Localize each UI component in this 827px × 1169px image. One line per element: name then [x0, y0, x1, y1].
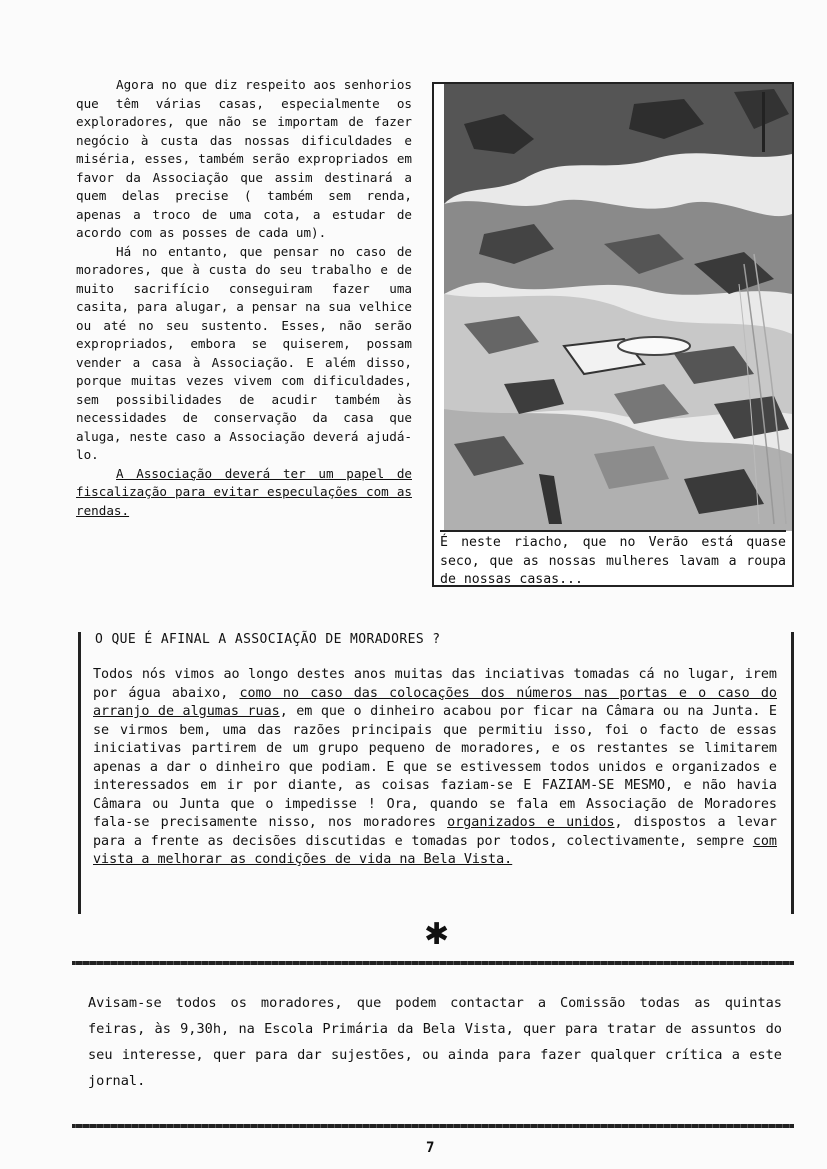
stream-photo: [444, 84, 792, 531]
horizontal-rule: [72, 961, 794, 965]
photo-caption: É neste riacho, que no Verão está quase seco, que as nossas mulheres lavam a roupa de nossas casas...: [440, 530, 786, 590]
article-text-underlined: organizados e unidos: [447, 815, 615, 830]
left-column-text: [76, 76, 412, 520]
article-text: , dispostos a levar para a frente as decisões discutidas e tomadas por todos, colectivamente, sempre: [93, 815, 777, 849]
notice-text: Avisam-se todos os moradores, que podem contactar a Comissão todas as quintas feiras, às 9,30h, na Escola Primária da Bela Vista, quer para tratar de assuntos do seu interesse, quer para dar sujestões, ou ainda para fazer qualquer crítica a este jornal.: [88, 995, 782, 1089]
article-text: , em que o dinheiro acabou por ficar na Câmara ou na Junta. E se virmos bem, uma das razões principais que permitiu isso, foi o facto de essas iniciativas partirem de um grupo pequeno de moradores, e os restantes se limitarem apenas a dar o dinheiro que podiam. E que se estivessem todos unidos e organizados e interessados em ir por diante, as coisas faziam-se E FAZIAM-SE MESMO, e não havia Câmara ou Junta que o impedisse ! Ora, quando se fala em Associação de Moradores fala-se precisamente nisso, nos moradores: [93, 704, 777, 830]
paragraph-senhorios: Agora no que diz respeito aos senhorios que têm várias casas, especialmente os exploradores, que não se importam de fazer negócio à custa das nossas dificuldades e miséria, esses, também serão expropriados em favor da Associação que assim destinará a quem delas precise ( também sem renda, apenas a troco de uma cota, a estudar de acordo com as posses de cada um).: [76, 77, 412, 240]
asterisk-divider-icon: ✱: [424, 917, 450, 952]
photo-frame: [432, 82, 794, 587]
page-number: 7: [426, 1140, 435, 1156]
article-body: [93, 666, 777, 870]
paragraph-moradores: Há no entanto, que pensar no caso de moradores, que à custa do seu trabalho e de muito sacrifício conseguiram fazer uma casita, para alugar, a pensar na sua velhice ou até no seu sustento. Esses, não serão expropriados, embora se quiserem, possam vender a casa à Associação. E além disso, porque muitas vezes vivem com dificuldades, sem possibilidades de acudir também às necessidades de conservação da casa que aluga, neste caso a Associação deverá ajudá-lo.: [76, 243, 412, 462]
article-box: [78, 632, 794, 914]
article-text-underlined: com vista a melhorar as condições de vida na Bela Vista.: [93, 833, 777, 867]
paragraph-fiscalizacao: A Associação deverá ter um papel de fiscalização para evitar especulações com as rendas.: [76, 465, 412, 518]
article-text-underlined: como no caso das colocações dos números nas portas e o caso do arranjo de algumas ruas: [93, 685, 777, 719]
article-text: Todos nós vimos ao longo destes anos muitas das inciativas tomadas cá no lugar, irem por água abaixo,: [93, 667, 777, 701]
article-title: O QUE É AFINAL A ASSOCIAÇÃO DE MORADORES ?: [95, 632, 441, 647]
horizontal-rule: [72, 1124, 794, 1128]
